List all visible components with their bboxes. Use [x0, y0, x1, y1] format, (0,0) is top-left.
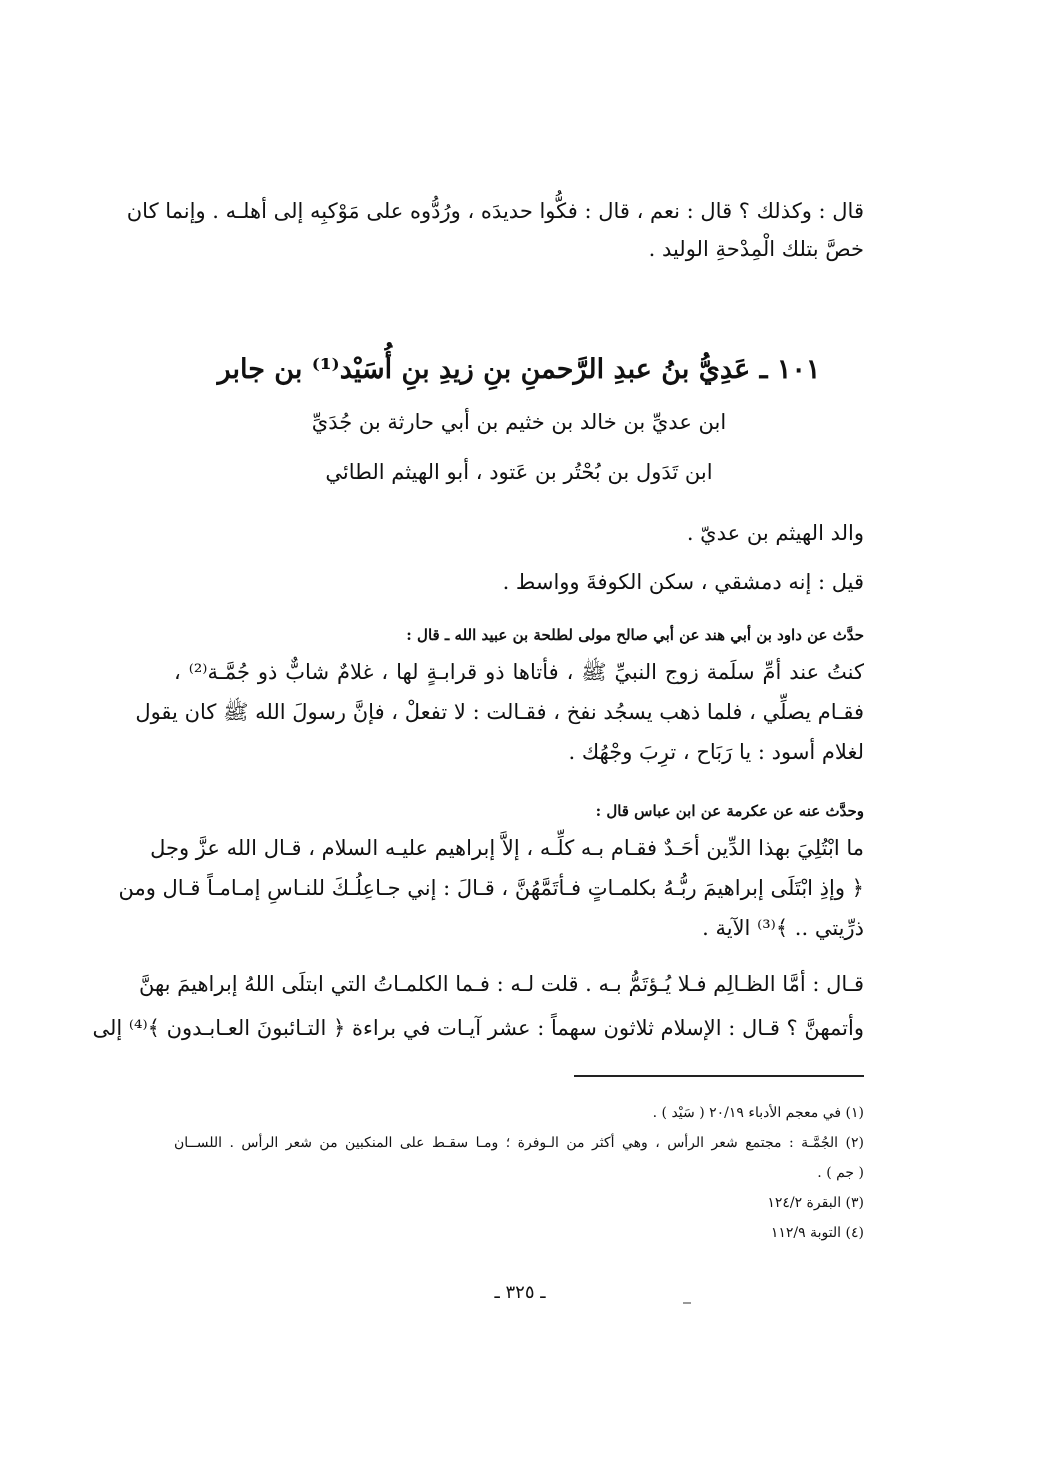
scan-speck	[683, 1302, 691, 1304]
closing-line-1: قـال : أمَّا الظـالِم فـلا يُـؤتَمُّ بـه . قلت لـه : فـما الكلمـاتُ التي ابتلَى اللهُ إبراهيمَ بهنَّ	[138, 972, 864, 996]
residence-line: قيل : إنه دمشقي ، سكن الكوفةَ وواسط .	[502, 570, 864, 594]
hadith-1-text	[135, 652, 864, 772]
footnote-divider	[574, 1075, 864, 1077]
hadith-1-line-1: كنتُ عند أمِّ سلَمة زوج النبيِّ ﷺ ، فأتاها ذو قرابـةٍ لها ، غلامٌ شابٌّ ذو جُمَّـة⁽²⁾ ،	[174, 660, 864, 684]
footnotes	[174, 1098, 864, 1248]
hadith-1-isnad: حدَّث عن داود بن أبي هند عن أبي صالح مولى لطلحة بن عبيد الله ـ قال :	[406, 626, 864, 644]
footnote-2: (٢) الجُمَّـة : مجتمع شعر الرأس ، وهي أكثر من الـوفرة ؛ ومـا سقـط على المنكبين من شعر الرأس . اللســان	[174, 1135, 864, 1151]
entry-title: ١٠١ ـ عَدِيُّ بنُ عبدِ الرَّحمنِ بنِ زيدِ بنِ أُسَيْد⁽¹⁾ بن جابر	[217, 354, 821, 385]
footnote-4: (٤) التوبة ١١٢/٩	[770, 1225, 864, 1241]
hadith-2-isnad: وحدَّث عنه عن عكرمة عن ابن عباس قال :	[595, 802, 864, 820]
hadith-2-line-3: ذرِّيتي .. ﴾⁽³⁾ الآية .	[702, 916, 864, 940]
father-of-line: والد الهيثم بن عديّ .	[686, 521, 864, 545]
entry-lineage-2: ابن تَدَول بن بُحْتُر بن عَتود ، أبو الهيثم الطائي	[325, 460, 713, 484]
intro-line-2: خصَّ بتلك الْمِدْحةِ الوليد .	[648, 237, 864, 261]
intro-line-1: قال : وكذلك ؟ قال : نعم ، قال : فكُّوا حديدَه ، ورُدُّوه على مَوْكبِه إلى أهلـه . وإنما كان	[126, 199, 864, 223]
hadith-2-line-1: ما ابْتُلِيَ بهذا الدِّين أحَـدٌ فقـام بـه كلِّـه ، إلاَّ إبراهيم عليـه السلام ، قـال الله عزَّ وجل	[150, 836, 864, 860]
footnote-2-continued: ( جم ) .	[817, 1165, 864, 1181]
hadith-2-line-2: ﴿ وإذِ ابْتَلَى إبراهيمَ ربُّـهُ بكلمـاتٍ فـأتَمَّهُنَّ ، قـالَ : إني جـاعِلُـكَ للنـاسِ إمـامـاً قـال ومن	[118, 876, 864, 900]
entry-lineage-1: ابن عديِّ بن خالد بن خثيم بن أبي حارثة بن جُدَيِّ	[311, 410, 727, 434]
intro-paragraph	[126, 192, 864, 268]
footnote-3: (٣) البقرة ١٢٤/٢	[767, 1195, 864, 1211]
hadith-1-line-2: فقـام يصلِّي ، فلما ذهب يسجُد نفخ ، فقـالت : لا تفعلْ ، فإنَّ رسولَ الله ﷺ كان يقول	[135, 700, 864, 724]
closing-line-2: وأتمهنَّ ؟ قـال : الإسلام ثلاثون سهماً : عشر آيـات في براءة ﴿ التـائبونَ العـابـدون ﴾⁽⁴⁾ إلى	[92, 1016, 864, 1040]
hadith-1-line-3: لغلام أسود : يا رَبَاح ، ترِبَ وجْهُك .	[568, 740, 864, 764]
hadith-2-text	[118, 828, 864, 948]
page-number: ـ ٣٢٥ ـ	[494, 1282, 546, 1303]
footnote-1: (١) في معجم الأدباء ٢٠/١٩ ( سَيْد ) .	[652, 1105, 864, 1121]
closing-paragraph	[92, 962, 864, 1050]
